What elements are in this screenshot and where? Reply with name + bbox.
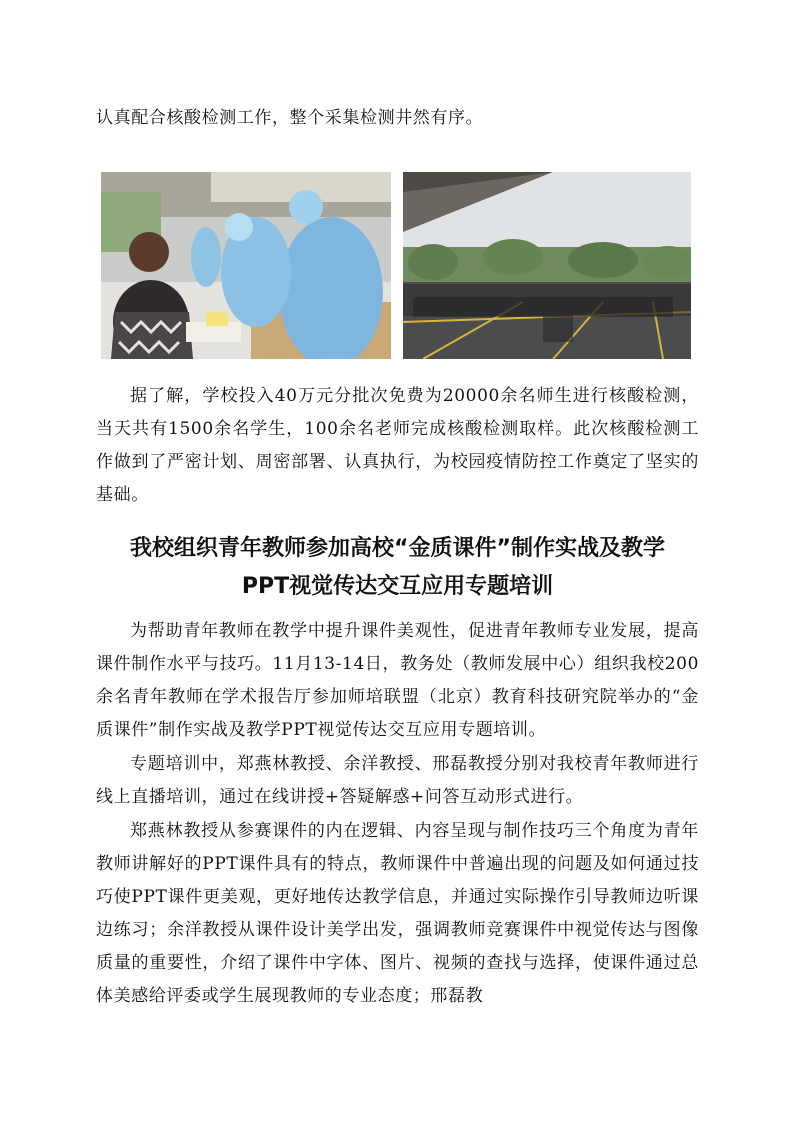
article-title-line-1: 我校组织青年教师参加高校“金质课件”制作实战及教学: [130, 536, 665, 561]
paragraph-training-intro: 为帮助青年教师在教学中提升课件美观性，促进青年教师专业发展，提高课件制作水平与技巧。11月13-14日，教务处（教师发展中心）组织我校200余名青年教师在学术报告厅参加师培联盟（北京）教育科技研究院举办的“金质课件”制作实战及教学PPT视觉传达交互应用专题培训。: [96, 621, 699, 740]
paragraph-training-format: 专题培训中，郑燕林教授、余洋教授、邢磊教授分别对我校青年教师进行线上直播培训，通过在线讲授+答疑解惑+问答互动形式进行。: [96, 754, 699, 807]
photo-sampling-station: [101, 172, 391, 359]
paragraph-testing-stats: 据了解，学校投入40万元分批次免费为20000余名师生进行核酸检测，当天共有1500余名学生，100余名老师完成核酸检测取样。此次核酸检测工作做到了严密计划、周密部署、认真执行，为校园疫情防控工作奠定了坚实的基础。: [96, 386, 699, 505]
paragraph-training-content: 郑燕林教授从参赛课件的内在逻辑、内容呈现与制作技巧三个角度为青年教师讲解好的PPT课件具有的特点，教师课件中普遍出现的问题及如何通过技巧使PPT课件更美观，更好地传达教学信息，并通过实际操作引导教师边听课边练习；余洋教授从课件设计美学出发，强调教师竞赛课件中视觉传达与图像质量的重要性，介绍了课件中字体、图片、视频的查找与选择，使课件通过总体美感给评委或学生展现教师的专业态度；邢磊教: [96, 821, 699, 1006]
photo-campus-queue: [403, 172, 691, 359]
paragraph-intro-tail: 认真配合核酸检测工作，整个采集检测井然有序。: [96, 108, 484, 128]
article-title-line-2: PPT视觉传达交互应用专题培训: [241, 574, 554, 599]
